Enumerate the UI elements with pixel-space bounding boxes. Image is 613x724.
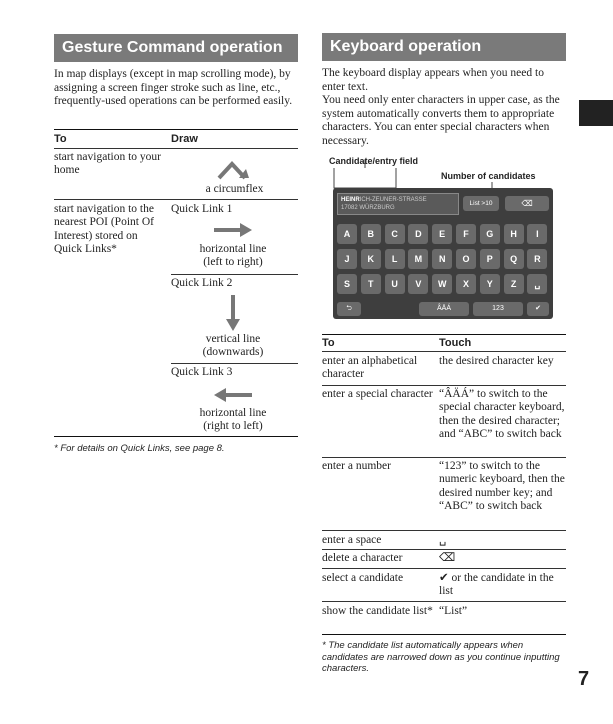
gesture-col-draw: Draw bbox=[171, 133, 198, 145]
key-t[interactable]: T bbox=[361, 274, 381, 294]
quick-link-3-caption: horizontal line (right to left) bbox=[199, 407, 267, 433]
delete-key-icon: ⌫ bbox=[439, 552, 456, 564]
key-x[interactable]: X bbox=[456, 274, 476, 294]
keyboard-screenshot bbox=[333, 188, 553, 319]
gesture-footnote: * For details on Quick Links, see page 8. bbox=[54, 443, 225, 454]
key-a[interactable]: A bbox=[337, 224, 357, 244]
key-y[interactable]: Y bbox=[480, 274, 500, 294]
kb-row-candidate-touch: ✔ or the candidate in the list bbox=[439, 572, 554, 598]
key-p[interactable]: P bbox=[480, 249, 500, 269]
key-c[interactable]: C bbox=[385, 224, 405, 244]
key-f[interactable]: F bbox=[456, 224, 476, 244]
key-o[interactable]: O bbox=[456, 249, 476, 269]
space-key-icon: ␣ bbox=[439, 534, 447, 546]
kb-row-special-touch: “ÂÄÁ” to switch to the special character keyboard, then the desired character; and “ABC” to switch back bbox=[439, 388, 565, 441]
gesture-row-rule-3 bbox=[171, 363, 298, 364]
special-char-button[interactable]: ÂÄÁ bbox=[419, 302, 469, 316]
down-arrow-icon bbox=[226, 295, 240, 331]
gesture-row-rule-2 bbox=[171, 274, 298, 275]
gesture-row-home-caption: a circumflex bbox=[205, 183, 264, 195]
gesture-header-rule bbox=[54, 148, 298, 149]
key-s[interactable]: S bbox=[337, 274, 357, 294]
key-l[interactable]: L bbox=[385, 249, 405, 269]
kb-row-special-to: enter a special character bbox=[322, 388, 433, 400]
entry-candidate-text: ICH-ZEUNER-STRASSE bbox=[359, 197, 427, 203]
keyboard-col-to: To bbox=[322, 337, 335, 349]
keyboard-footnote: * The candidate list automatically appears when candidates are narrowed down as you continue inputting characters. bbox=[322, 640, 560, 674]
key-k[interactable]: K bbox=[361, 249, 381, 269]
gesture-col-to: To bbox=[54, 133, 67, 145]
kb-row-delete-to: delete a character bbox=[322, 552, 403, 564]
gesture-row-poi-to: start navigation to the nearest POI (Point Of Interest) stored on Quick Links* bbox=[54, 203, 154, 256]
gesture-row-rule-1 bbox=[54, 199, 298, 200]
quick-link-2-label: Quick Link 2 bbox=[171, 277, 233, 289]
keyboard-section-title: Keyboard operation bbox=[322, 33, 566, 61]
gesture-table-top-rule bbox=[54, 129, 298, 130]
delete-button[interactable]: ⌫ bbox=[505, 196, 549, 211]
key-v[interactable]: V bbox=[408, 274, 428, 294]
kb-row-rule-4 bbox=[322, 549, 566, 550]
key-j[interactable]: J bbox=[337, 249, 357, 269]
kb-row-alpha-to: enter an alphabetical character bbox=[322, 355, 418, 381]
kb-row-number-touch: “123” to switch to the numeric keyboard, then the desired number key; and “ABC” to switch back bbox=[439, 460, 565, 513]
key-q[interactable]: Q bbox=[504, 249, 524, 269]
kb-row-rule-5 bbox=[322, 568, 566, 569]
keyboard-col-touch: Touch bbox=[439, 337, 472, 349]
kb-row-alpha-touch: the desired character key bbox=[439, 355, 554, 367]
page-number: 7 bbox=[578, 668, 590, 690]
key-g[interactable]: G bbox=[480, 224, 500, 244]
kb-row-candidate-to: select a candidate bbox=[322, 572, 404, 584]
kb-row-rule-1 bbox=[322, 385, 566, 386]
entry-candidate-city: 17082 WÜRZBURG bbox=[341, 205, 395, 211]
entry-typed-text: HEINR bbox=[341, 197, 360, 203]
key-d[interactable]: D bbox=[408, 224, 428, 244]
key-m[interactable]: M bbox=[408, 249, 428, 269]
key-n[interactable]: N bbox=[432, 249, 452, 269]
keyboard-intro: The keyboard display appears when you need to enter text. You need only enter characters in upper case, as the system automatically converts them to appropriate characters. You can enter special characters when necessary. bbox=[322, 67, 560, 147]
key-h[interactable]: H bbox=[504, 224, 524, 244]
back-button[interactable]: ⮌ bbox=[337, 302, 361, 316]
gesture-table-bottom-rule bbox=[54, 436, 298, 437]
keyboard-table-top-rule bbox=[322, 334, 566, 335]
numeric-button[interactable]: 123 bbox=[473, 302, 523, 316]
circumflex-arrow-icon bbox=[215, 158, 251, 182]
ok-button[interactable]: ✔ bbox=[527, 302, 549, 316]
keyboard-table-bottom-rule bbox=[322, 634, 566, 635]
left-arrow-icon bbox=[214, 388, 252, 402]
section-tab-marker bbox=[579, 100, 613, 126]
kb-row-space-to: enter a space bbox=[322, 534, 382, 546]
right-arrow-icon bbox=[214, 223, 252, 237]
kb-row-rule-2 bbox=[322, 457, 566, 458]
quick-link-1-caption: horizontal line (left to right) bbox=[199, 243, 267, 269]
keyboard-header-rule bbox=[322, 351, 566, 352]
kb-row-number-to: enter a number bbox=[322, 460, 391, 472]
key-u[interactable]: U bbox=[385, 274, 405, 294]
candidate-entry-field[interactable] bbox=[337, 193, 459, 215]
key-space[interactable]: ␣ bbox=[527, 274, 547, 294]
kb-row-rule-6 bbox=[322, 601, 566, 602]
key-r[interactable]: R bbox=[527, 249, 547, 269]
quick-link-2-caption: vertical line (downwards) bbox=[202, 333, 264, 359]
gesture-row-home-to: start navigation to your home bbox=[54, 151, 161, 177]
kb-row-rule-3 bbox=[322, 530, 566, 531]
quick-link-3-label: Quick Link 3 bbox=[171, 366, 233, 378]
list-button[interactable]: List >10 bbox=[463, 196, 499, 211]
kb-row-list-to: show the candidate list* bbox=[322, 605, 433, 617]
key-b[interactable]: B bbox=[361, 224, 381, 244]
key-w[interactable]: W bbox=[432, 274, 452, 294]
quick-link-1-label: Quick Link 1 bbox=[171, 203, 233, 215]
gesture-section-title: Gesture Command operation bbox=[54, 34, 298, 62]
callout-entry-field: Candidate/entry field bbox=[329, 156, 419, 166]
key-e[interactable]: E bbox=[432, 224, 452, 244]
callout-number-of-candidates: Number of candidates bbox=[441, 171, 536, 181]
key-z[interactable]: Z bbox=[504, 274, 524, 294]
gesture-intro: In map displays (except in map scrolling mode), by assigning a screen finger stroke such as line, etc., frequently-used operations can be performed easily. bbox=[54, 68, 293, 108]
key-i[interactable]: I bbox=[527, 224, 547, 244]
kb-row-list-touch: “List” bbox=[439, 605, 468, 617]
